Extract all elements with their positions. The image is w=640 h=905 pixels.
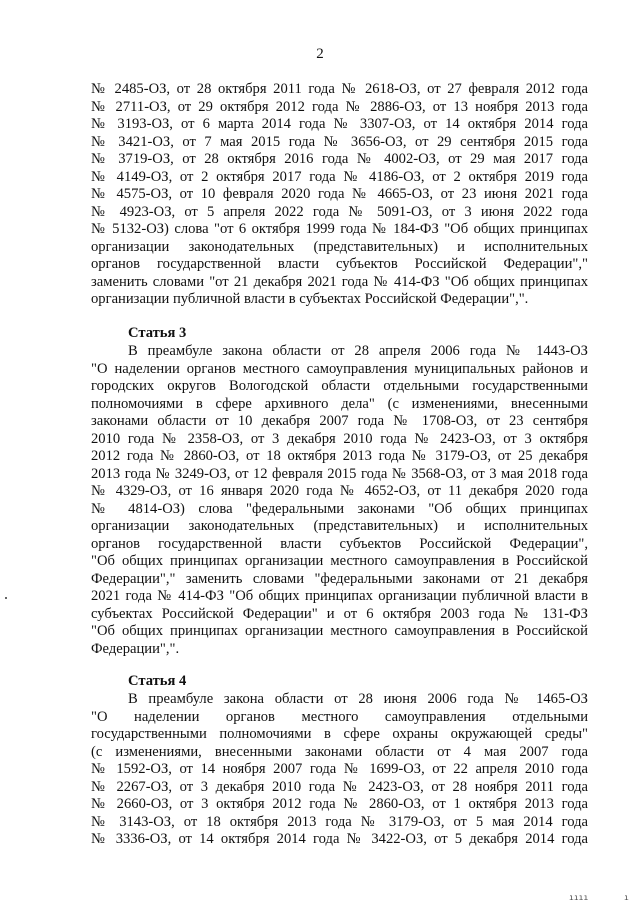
text-line: № 3719-ОЗ, от 28 октября 2016 года № 4002-ОЗ, от 29 мая 2017 года — [91, 151, 588, 167]
text-line: В преамбуле закона области от 28 апреля 2006 года № 1443-ОЗ — [128, 343, 588, 359]
text-line: № 3143-ОЗ, от 18 октября 2013 года № 3179-ОЗ, от 5 мая 2014 года — [91, 813, 588, 830]
text-line: В преамбуле закона области от 28 июня 2006 года № 1465-ОЗ — [128, 691, 588, 707]
page-number: 2 — [316, 46, 324, 62]
text-line: № 4923-ОЗ, от 5 апреля 2022 года № 5091-ОЗ, от 3 июня 2022 года — [91, 203, 588, 220]
text-line: № 4575-ОЗ, от 10 февраля 2020 года № 4665-ОЗ, от 23 июня 2021 года — [91, 186, 588, 202]
text-line: Федерации"," заменить словами "федеральными законами от 21 декабря — [91, 570, 588, 587]
text-line: № 2711-ОЗ, от 29 октября 2012 года № 2886-ОЗ, от 13 ноября 2013 года — [91, 98, 588, 115]
text-line: № 4149-ОЗ, от 2 октября 2017 года № 4186-ОЗ, от 2 октября 2019 года — [91, 168, 588, 185]
text-line: № 3336-ОЗ, от 14 октября 2014 года № 3422-ОЗ, от 5 декабря 2014 года — [91, 831, 588, 847]
text-line: субъектах Российской Федерации" и от 6 октября 2003 года № 131-ФЗ — [91, 605, 588, 622]
text-line: "О наделении органов местного самоуправления муниципальных районов и — [91, 360, 588, 377]
text-line: № 1592-ОЗ, от 14 ноября 2007 года № 1699-ОЗ, от 22 апреля 2010 года — [91, 761, 588, 777]
scan-mark-right: ı — [624, 893, 629, 902]
text-line: № 5132-ОЗ) слова "от 6 октября 1999 года № 184-ФЗ "Об общих принципах — [91, 221, 588, 237]
margin-speck — [5, 597, 7, 599]
article-4-text — [91, 691, 588, 849]
text-line: заменить словами "от 21 декабря 2021 года № 414-ФЗ "Об общих принципах — [91, 273, 588, 290]
text-line: 2013 года № 3249-ОЗ, от 12 февраля 2015 года № 3568-ОЗ, от 3 мая 2018 года — [91, 465, 588, 482]
text-line: № 4814-ОЗ) слова "федеральными законами "Об общих принципах — [91, 500, 588, 517]
text-line: 2021 года № 414-ФЗ "Об общих принципах организации публичной власти в — [91, 588, 588, 604]
text-line: Федерации",". — [91, 640, 180, 657]
text-line: законами области от 10 декабря 2007 года № 1708-ОЗ, от 23 сентября — [91, 413, 588, 429]
text-line: органов государственной власти субъектов Российской Федерации"," — [91, 256, 588, 272]
text-line: "Об общих принципах организации местного самоуправления в Российской — [91, 553, 588, 569]
text-line: № 2485-ОЗ, от 28 октября 2011 года № 2618-ОЗ, от 27 февраля 2012 года — [91, 81, 588, 97]
text-line: № 3421-ОЗ, от 7 мая 2015 года № 3656-ОЗ, от 29 сентября 2015 года — [91, 133, 588, 150]
text-line: государственными полномочиями в сфере охраны окружающей среды" — [91, 726, 588, 742]
text-line: № 2267-ОЗ, от 3 декабря 2010 года № 2423-ОЗ, от 28 ноября 2011 года — [91, 778, 588, 795]
scan-mark-left: ıııı — [569, 893, 589, 902]
text-line: 2012 года № 2860-ОЗ, от 18 октября 2013 года № 3179-ОЗ, от 25 декабря — [91, 448, 588, 464]
text-line: "Об общих принципах организации местного самоуправления в Российской — [91, 623, 588, 639]
text-line: организации законодательных (представительных) и исполнительных — [91, 238, 588, 255]
text-line: организации законодательных (представительных) и исполнительных — [91, 518, 588, 534]
text-line: городских округов Вологодской области отдельными государственными — [91, 378, 588, 394]
text-line: 2010 года № 2358-ОЗ, от 3 декабря 2010 года № 2423-ОЗ, от 3 октября — [91, 430, 588, 447]
text-line: полномочиями в сфере архивного дела" (с изменениями, внесенными — [91, 395, 588, 412]
text-line: № 3193-ОЗ, от 6 марта 2014 года № 3307-ОЗ, от 14 октября 2014 года — [91, 116, 588, 132]
text-line: № 2660-ОЗ, от 3 октября 2012 года № 2860-ОЗ, от 1 октября 2013 года — [91, 796, 588, 812]
article-3-text — [91, 343, 588, 658]
text-line: "О наделении органов местного самоуправления отдельными — [91, 708, 588, 725]
article-4-heading: Статья 4 — [128, 673, 187, 689]
text-line: организации публичной власти в субъектах Российской Федерации",". — [91, 291, 529, 307]
text-line: (с изменениями, внесенными законами области от 4 мая 2007 года — [91, 743, 588, 760]
text-line: № 4329-ОЗ, от 16 января 2020 года № 4652-ОЗ, от 11 декабря 2020 года — [91, 483, 588, 499]
text-line: органов государственной власти субъектов Российской Федерации", — [91, 535, 588, 552]
article-3-heading: Статья 3 — [128, 325, 187, 341]
paragraph-continuation — [91, 81, 588, 309]
